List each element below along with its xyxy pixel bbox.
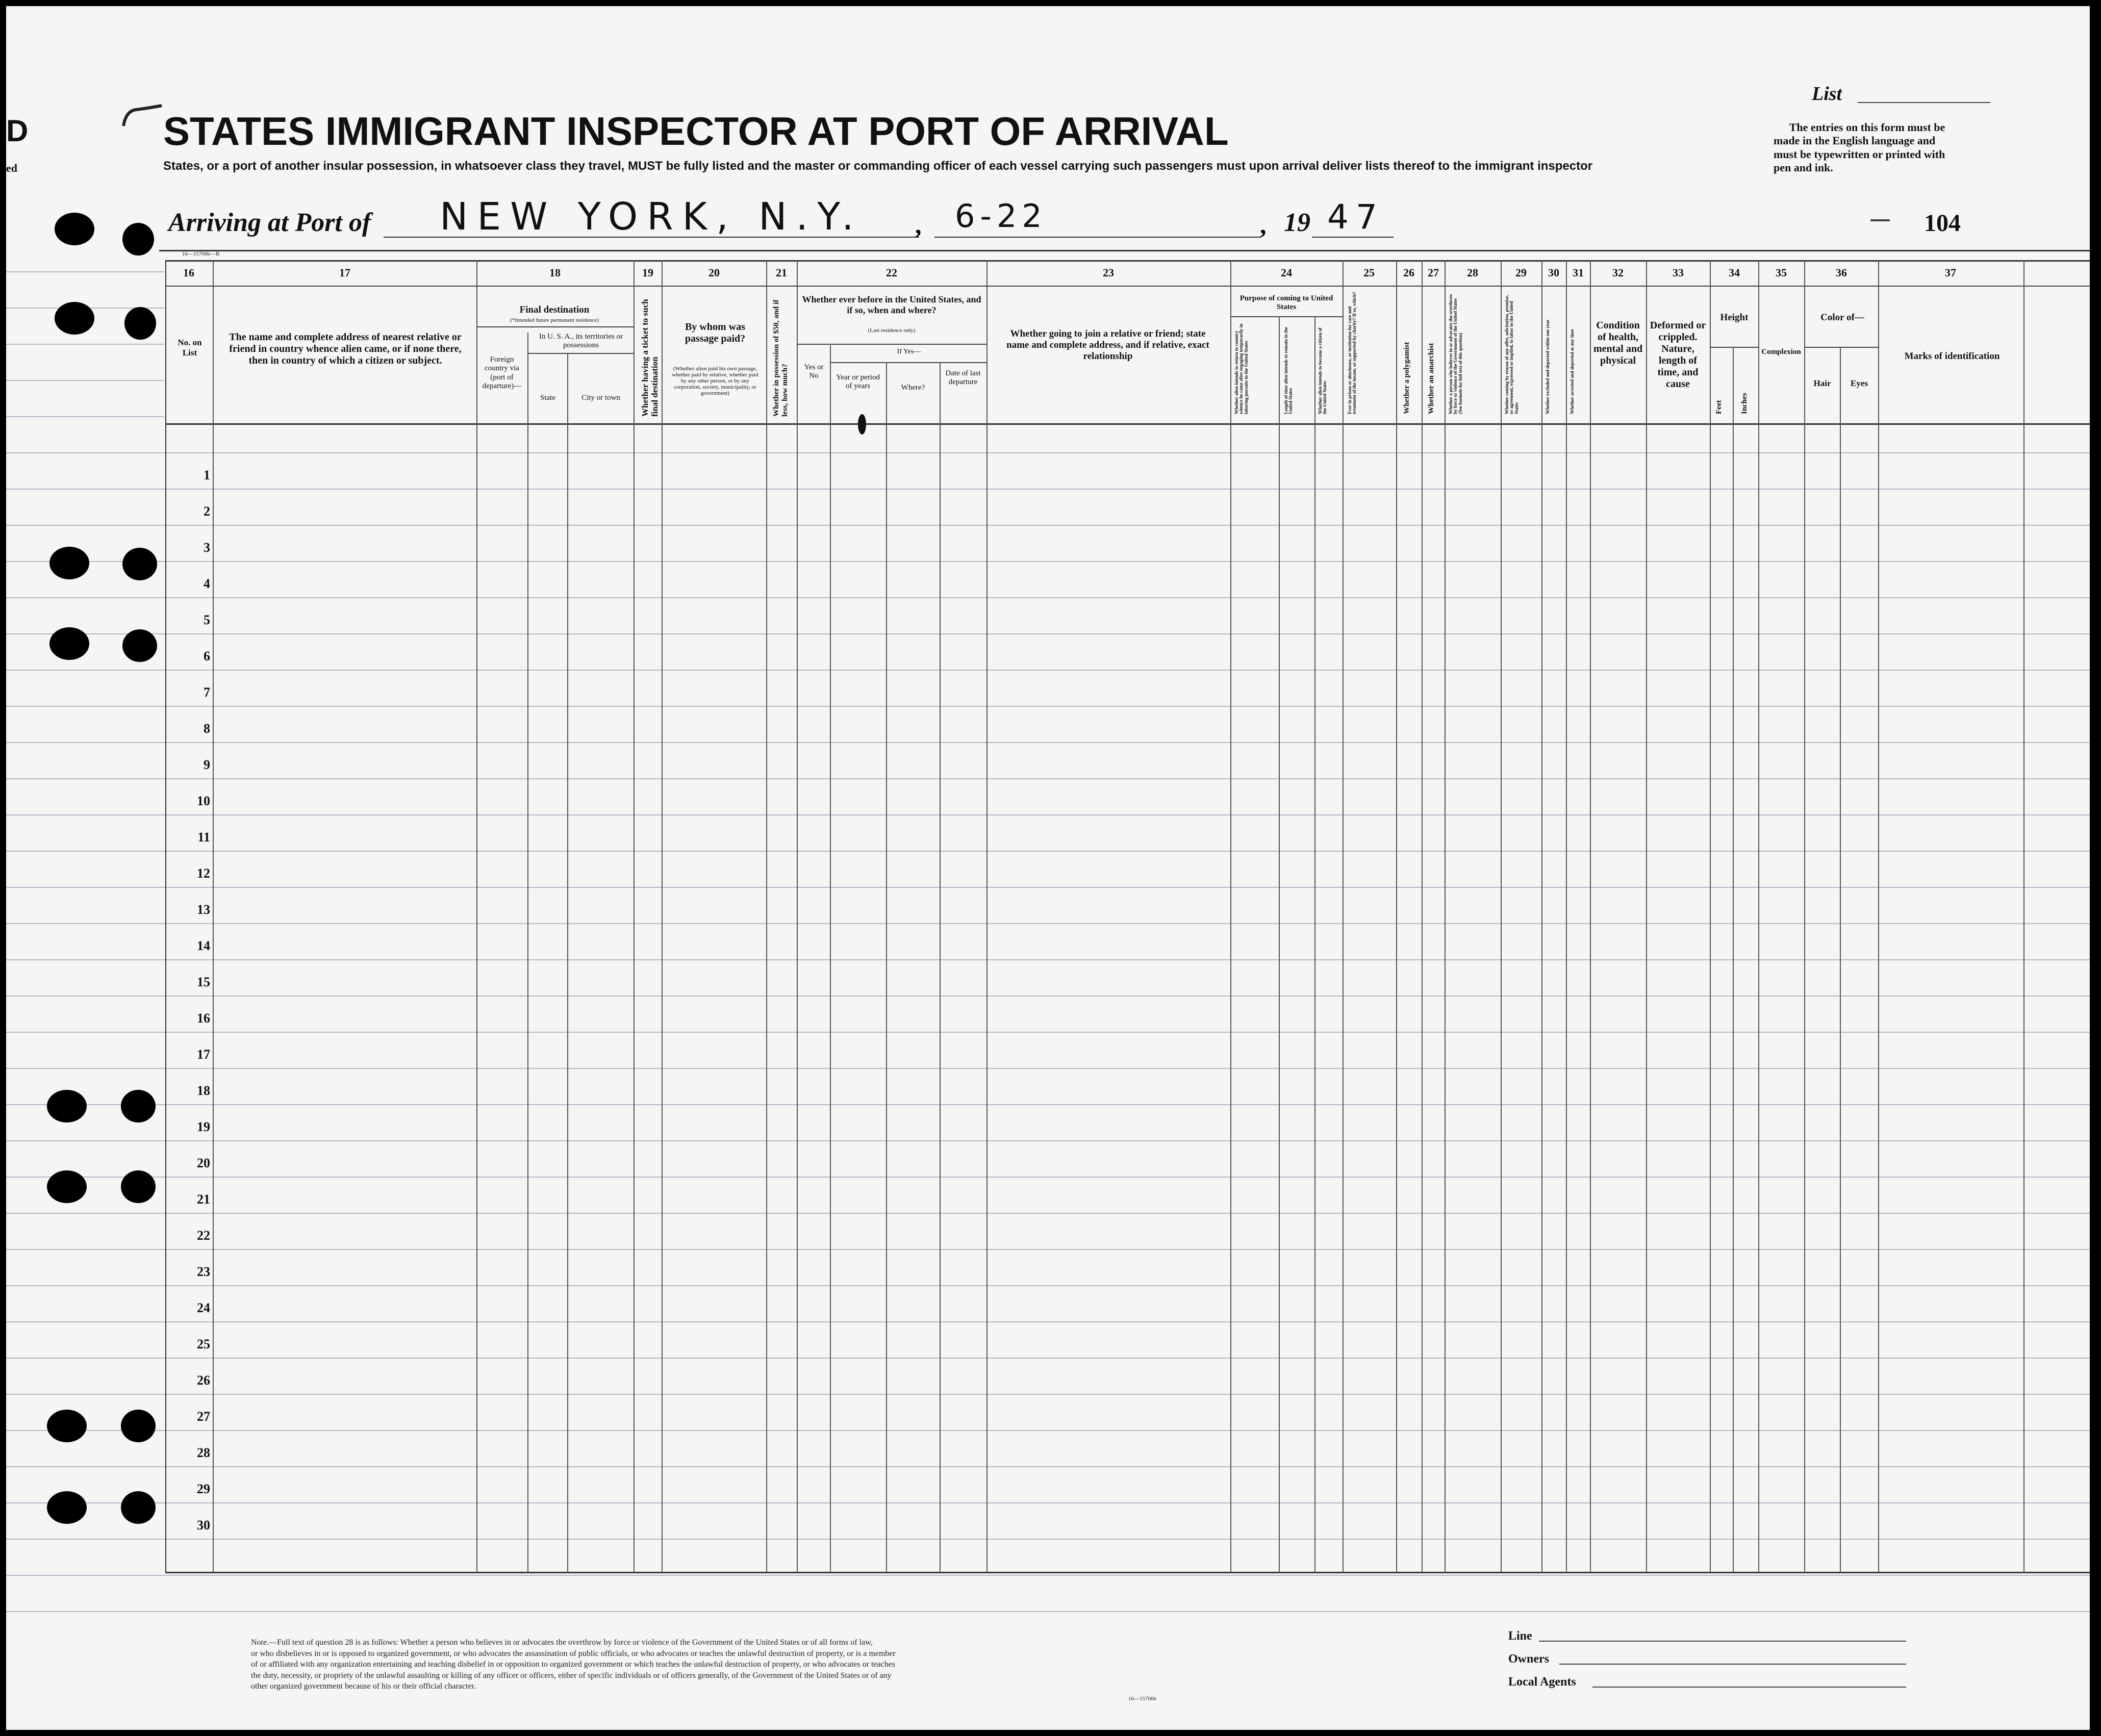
column-divider [527,333,528,1573]
row-number: 7 [204,685,210,700]
row-number: 9 [204,757,210,772]
comma-glyph: , [915,211,922,239]
row-number: 13 [197,902,210,917]
col34-title: Height [1720,312,1749,323]
punch-hole [122,629,157,662]
row-number: 1 [204,468,210,482]
row-line [6,670,2090,671]
column-number: 22 [886,266,897,279]
column-number: 26 [1403,266,1414,279]
row-line [6,814,2090,815]
row-line [6,1068,2090,1069]
column-divider [1566,260,1567,1573]
col21-header: Whether in possession of $50, and if less, how much? [772,299,789,417]
date-value: 6-22 [955,197,1047,235]
row-line [6,1539,2090,1540]
colnum-bottom-rule [165,286,2090,287]
row-number: 30 [197,1518,210,1533]
col36-hair: Hair [1813,378,1831,388]
punch-hole [55,302,94,335]
footnote-line: of or affiliated with any organization entertaining and teaching disbelief in or opposition to organized government or which teaches the unlawful destruction of property, or who advocates or teaches [251,1660,896,1669]
row-line [6,778,2090,779]
row-number: 26 [197,1373,210,1388]
column-number: 21 [776,266,787,279]
col18-usa: In U. S. A., its territories or possessions [539,333,623,350]
punch-hole [47,1170,87,1203]
row-number: 10 [197,794,210,808]
col36-title: Color of— [1820,312,1864,323]
column-divider [1501,260,1502,1573]
row-number: 16 [197,1011,210,1026]
column-number: 32 [1612,266,1624,279]
row-line [6,706,2090,707]
owners-field [1559,1664,1906,1665]
column-number: 35 [1776,266,1787,279]
row-line [6,1140,2090,1141]
column-divider [567,353,568,1573]
col33-header: Deformed or crippled. Nature, length of time, and cause [1650,320,1706,390]
column-divider [662,260,663,1573]
row-number: 24 [197,1300,210,1315]
column-divider [886,363,887,1573]
col18-title: Final destination [519,304,590,315]
row-number: 11 [197,830,210,845]
punch-hole [121,1170,156,1203]
year-field-line [1312,237,1394,238]
column-number: 20 [708,266,720,279]
owners-label: Owners [1508,1652,1549,1666]
instruction-line: must be typewritten or printed with [1774,147,1945,161]
col23-header: Whether going to join a relative or friend; state name and complete address, and if relative, exact relationship [1006,328,1209,362]
column-number: 25 [1363,266,1375,279]
row-line [6,995,2090,997]
date-field-line [934,237,1261,238]
instruction-line: pen and ink. [1774,161,1833,174]
row-line [6,1358,2090,1359]
column-divider [1445,260,1446,1573]
col34-feet: Feet [1715,400,1723,414]
margin-line [6,271,164,272]
col18-foreign: Foreign country via (port of departure)— [482,355,522,390]
line-field [1539,1641,1906,1642]
row-line [6,1575,2090,1576]
row-line [6,742,2090,743]
line-label: Line [1508,1629,1532,1643]
col18-city: City or town [581,394,620,402]
handwritten-mark [121,100,167,131]
row-line [6,597,2090,598]
header-bottom-table-rule [165,423,2090,425]
row-line [6,851,2090,852]
row-line [6,923,2090,924]
col24c-header: Whether alien intends to become a citizen of the United States [1318,327,1328,414]
year-prefix: 19 [1284,208,1310,237]
column-divider [1758,260,1759,1573]
footnote-line: or who disbelieves in or is opposed to organized government, or who advocates the assassination of public officials, or who advocates or teaches the unlawful destruction of property, or is a member [251,1649,896,1658]
local-agents-field [1592,1687,1906,1688]
footnote [251,1637,1220,1692]
row-number: 20 [197,1156,210,1170]
row-number: 25 [197,1337,210,1351]
col24b-header: Length of time alien intends to remain in the United States [1283,327,1294,414]
col34-subrule [1710,347,1758,348]
row-line [6,1466,2090,1467]
column-divider [940,363,941,1573]
column-divider [1279,317,1280,1573]
punch-hole [47,1410,87,1442]
row-line [6,1213,2090,1214]
footnote-line: other organized government because of his or their official character. [251,1682,476,1691]
col22-date: Date of last departure [945,369,981,387]
col35-header: Complexion [1761,348,1801,356]
column-divider [1590,260,1591,1573]
column-number: 19 [642,266,653,279]
punch-hole [47,1090,87,1122]
column-divider [766,260,767,1573]
page-title: STATES IMMIGRANT INSPECTOR AT PORT OF ARRIVAL [163,109,1229,154]
table-bottom-rule [165,1572,2090,1573]
column-divider [1710,260,1711,1573]
row-line [6,561,2090,562]
col22-year: Year or period of years [836,373,880,391]
punch-hole [121,1491,156,1524]
col37-header: Marks of identification [1904,351,2000,362]
col22-title: Whether ever before in the United States, and if so, when and where? [802,294,981,315]
column-number: 17 [339,266,350,279]
manifest-page [6,6,2090,1730]
row-line [6,1104,2090,1105]
punch-hole [55,213,94,245]
column-number: 36 [1836,266,1847,279]
column-divider [1314,317,1315,1573]
column-number: 18 [549,266,561,279]
year-suffix: 47 [1327,197,1384,237]
list-field-line [1858,102,1990,103]
row-line [6,489,2090,490]
form-code: 16—15706b—B [182,251,220,257]
row-line [6,887,2090,888]
col22-subrule [797,344,986,345]
column-number: 28 [1467,266,1478,279]
left-fragment-letter: D [6,114,29,148]
column-divider [830,345,831,1573]
column-divider [1422,260,1423,1573]
col22-note: (Last residence only) [868,327,916,334]
col18-subrule [527,353,634,354]
column-divider [1804,260,1805,1573]
row-number: 2 [204,504,210,519]
row-line [6,1032,2090,1033]
margin-line [6,344,164,345]
row-number: 6 [204,649,210,663]
arriving-label: Arriving at Port of [168,208,371,237]
row-line [6,452,2090,453]
row-number: 3 [204,540,210,555]
column-number: 33 [1673,266,1684,279]
footnote-line: the duty, necessity, or propriety of the unlawful assaulting or killing of any officer or officers, either of specific individuals or of officers generally, of the Government of the United States or of any [251,1671,892,1680]
col32-header: Condition of health, mental and physical [1593,320,1643,366]
col24-subrule [1230,316,1343,317]
column-divider [1840,348,1841,1573]
page-number: 104 [1924,210,1961,237]
column-divider [634,260,635,1573]
col29-header: Whether coming by reason of any offer, solicitation, promise, or agreement, expressed or implied, to labor in the United States [1504,295,1519,414]
row-line [6,1611,2090,1612]
margin-line [6,380,164,381]
col31-header: Whether arrested and deported at any time [1570,329,1575,414]
col36-subrule [1804,347,1878,348]
footnote-line: Note.—Full text of question 28 is as follows: Whether a person who believes in or advocates the overthrow by force or violence of the Government of the United States or of all forms of law, [251,1638,873,1647]
column-number: 16 [183,266,194,279]
column-divider [1541,260,1542,1573]
row-number: 17 [197,1047,210,1062]
row-line [6,525,2090,526]
col18-subrule [476,326,634,327]
row-line [6,959,2090,960]
column-divider [1230,260,1231,1573]
col24a-header: Whether alien intends to return to country whence he came after engaging temporarily in laboring pursuits in the United States [1234,323,1249,414]
column-number: 29 [1515,266,1527,279]
row-number: 19 [197,1119,210,1134]
column-divider [213,260,214,1573]
col28-header: Whether a person who believes in or advocates the overthrow by force or violence of the Government of the United States (See footnote for full text of this question) [1448,294,1463,414]
col20-title: By whom was passage paid? [685,321,746,344]
column-divider [1733,348,1734,1573]
list-label: List [1812,83,1842,105]
row-number: 8 [204,721,210,736]
column-divider [1343,260,1344,1573]
col30-header: Whether excluded and deported within one year [1545,319,1550,414]
col16-header: No. on List [178,338,202,358]
row-line [6,633,2090,634]
row-line [6,1321,2090,1322]
punch-hole [124,307,156,340]
table-top-rule [165,260,2090,262]
page-subtitle: States, or a port of another insular possession, in whatsoever class they travel, MUST be fully listed and the master or commanding officer of each vessel carrying such passengers must upon arrival deliver lists thereof to the immigrant inspector [163,159,1593,173]
col27-header: Whether an anarchist [1427,343,1435,414]
column-divider [986,260,988,1573]
col26-header: Whether a polygamist [1403,342,1411,414]
column-divider [1646,260,1647,1573]
row-line [6,1177,2090,1178]
column-number: 24 [1281,266,1292,279]
col22-where: Where? [901,384,925,392]
instruction-line: The entries on this form must be [1789,121,1945,134]
punch-hole [122,548,157,580]
row-number: 18 [197,1083,210,1098]
col24-title: Purpose of coming to United States [1239,294,1333,311]
col25-header: Ever in prison or almshouse, or institution for care and treatment of the insane, or supported by charity? If so, which? [1347,292,1357,414]
col34-inches: Inches [1740,393,1749,414]
row-number: 21 [197,1192,210,1207]
row-number: 12 [197,866,210,881]
row-number: 5 [204,612,210,627]
port-value: NEW YORK, N.Y. [440,195,863,239]
column-number: 23 [1103,266,1114,279]
column-number: 30 [1548,266,1559,279]
header-bottom-rule [159,250,2090,251]
column-divider [1396,260,1397,1573]
column-divider [797,260,798,1573]
column-divider [476,260,477,1573]
col18-note: (*Intended future permanent residence) [510,317,599,323]
footer-code: 16—15706b [1128,1696,1156,1702]
tick-mark [1870,219,1890,221]
col18-state: State [540,394,555,402]
comma-glyph: , [1260,211,1267,239]
col19-header: Whether having a ticket to such final destination [640,299,660,417]
row-line [6,1249,2090,1250]
col22-subrule [830,362,986,363]
punch-hole [49,547,89,579]
row-number: 28 [197,1445,210,1460]
col22-ifyes: If Yes— [897,348,921,355]
column-number: 27 [1428,266,1439,279]
col17-header: The name and complete address of nearest relative or friend in country whence alien came, or if none there, then in country of which a citizen or subject. [229,331,462,366]
column-number: 31 [1573,266,1584,279]
row-number: 29 [197,1482,210,1496]
col36-eyes: Eyes [1851,378,1868,388]
margin-line [6,416,164,417]
row-number: 22 [197,1228,210,1243]
instructions [1774,121,1945,175]
row-number: 15 [197,975,210,989]
row-number: 4 [204,576,210,591]
column-number: 34 [1729,266,1740,279]
column-number: 37 [1945,266,1956,279]
punch-hole [121,1410,156,1442]
punch-hole [121,1090,156,1122]
punch-hole [47,1491,87,1524]
instruction-line: made in the English language and [1774,134,1936,147]
col20-note: (Whether alien paid his own passage, whether paid by relative, whether paid by any other person, or by any corporation, society, municipality, or government) [672,366,758,397]
row-line [6,1285,2090,1286]
local-agents-label: Local Agents [1508,1675,1576,1689]
ink-blot [858,414,866,435]
row-number: 14 [197,938,210,953]
row-line [6,1430,2090,1431]
column-divider [1878,260,1879,1573]
left-fragment-text: ed [6,162,17,174]
column-divider [2023,260,2024,1573]
col22-yesno: Yes or No [804,363,824,380]
row-number: 23 [197,1264,210,1279]
punch-hole [49,627,89,660]
row-line [6,1502,2090,1503]
row-number: 27 [197,1409,210,1424]
row-line [6,1394,2090,1395]
punch-hole [122,223,154,256]
